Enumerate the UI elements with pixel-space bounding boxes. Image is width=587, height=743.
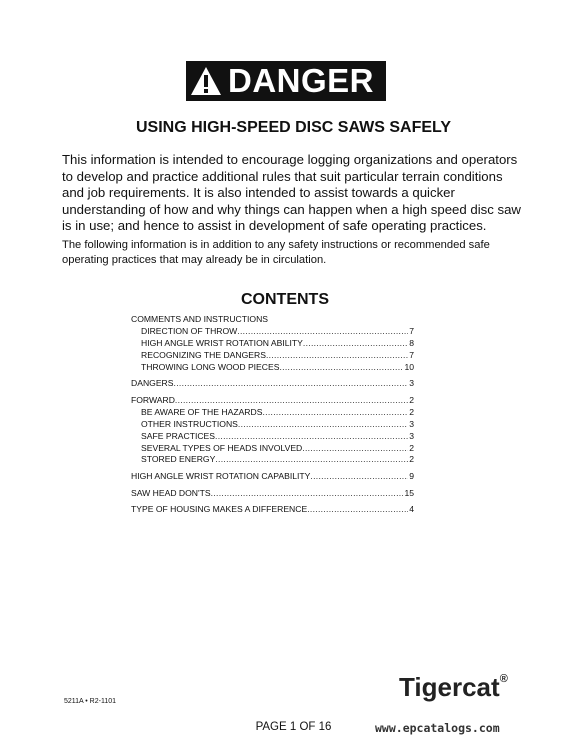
toc-entry-page: 8 — [409, 337, 414, 348]
page-number: PAGE 1 OF 16 — [255, 721, 332, 733]
toc-entry[interactable] — [131, 431, 414, 443]
brand-logo — [399, 672, 508, 703]
toc-entry[interactable] — [131, 471, 414, 483]
toc-entry[interactable] — [131, 488, 414, 500]
toc-entry-page: 3 — [409, 430, 414, 441]
toc-entry-page: 2 — [409, 454, 414, 465]
website-watermark: www.epcatalogs.com — [375, 721, 500, 735]
toc-entry-page: 3 — [409, 378, 414, 389]
danger-banner — [186, 61, 386, 101]
contents-title: CONTENTS — [241, 291, 329, 308]
toc-entry-label: THROWING LONG WOOD PIECES — [141, 361, 280, 372]
toc-leader-dots — [237, 326, 408, 336]
toc-entry-page: 2 — [409, 442, 414, 453]
toc-leader-dots — [307, 504, 408, 514]
toc-entry-label: TYPE OF HOUSING MAKES A DIFFERENCE — [131, 504, 308, 515]
toc-entry[interactable] — [131, 326, 414, 338]
toc-entry[interactable] — [131, 504, 414, 516]
intro-paragraph: This information is intended to encourage logging organizations and operators to develop and practice additional rules that suit particular terrain conditions and job requirements. It is also intended to assist towards a quicker understanding of how and why things can happen when a high speed disc saw is in use; and hence to assist in development of safe operating practices. — [62, 152, 521, 234]
toc-entry-page: 7 — [409, 325, 414, 336]
toc-entry[interactable] — [131, 419, 414, 431]
toc-entry-page: 7 — [409, 349, 414, 360]
toc-entry-label: FORWARD — [131, 394, 175, 405]
toc-entry[interactable] — [131, 338, 414, 350]
toc-entry[interactable] — [131, 395, 414, 407]
toc-entry-page: 3 — [409, 418, 414, 429]
toc-leader-dots — [279, 362, 403, 372]
toc-entry-label: BE AWARE OF THE HAZARDS — [141, 406, 263, 417]
toc-entry-label: DIRECTION OF THROW — [141, 325, 238, 336]
toc-entry-label: RECOGNIZING THE DANGERS — [141, 349, 266, 360]
toc-leader-dots — [266, 350, 408, 360]
toc-entry-page: 4 — [409, 504, 414, 515]
brand-name: Tigercat — [399, 672, 500, 702]
toc-entry-page: 9 — [409, 471, 414, 482]
toc-entry-label: DANGERS — [131, 378, 174, 389]
toc-entry-label: HIGH ANGLE WRIST ROTATION CAPABILITY — [131, 471, 311, 482]
toc-entry-label: HIGH ANGLE WRIST ROTATION ABILITY — [141, 337, 303, 348]
table-of-contents — [131, 314, 414, 516]
toc-leader-dots — [174, 378, 409, 388]
registered-mark: ® — [499, 673, 508, 686]
toc-leader-dots — [310, 471, 408, 481]
document-code: 5211A • R2-1101 — [64, 698, 117, 705]
toc-leader-dots — [238, 419, 408, 429]
warning-triangle-icon — [186, 61, 226, 101]
toc-entry[interactable] — [131, 378, 414, 390]
toc-leader-dots — [175, 395, 408, 405]
page-title: USING HIGH-SPEED DISC SAWS SAFELY — [135, 119, 451, 136]
toc-leader-dots — [303, 338, 408, 348]
toc-leader-dots — [215, 454, 408, 464]
toc-leader-dots — [262, 407, 408, 417]
toc-entry[interactable] — [131, 443, 414, 455]
danger-label: DANGER — [228, 62, 375, 99]
toc-entry-label: SEVERAL TYPES OF HEADS INVOLVED — [141, 442, 303, 453]
intro-note: The following information is in addition to any safety instructions or recommended safe operating practices that may already be in circulation. — [62, 239, 490, 266]
toc-entry-label: COMMENTS AND INSTRUCTIONS — [131, 314, 269, 324]
toc-leader-dots — [215, 431, 408, 441]
toc-entry-label: SAFE PRACTICES — [141, 430, 216, 441]
toc-entry[interactable] — [131, 362, 414, 374]
toc-leader-dots — [211, 488, 404, 498]
toc-entry-label: STORED ENERGY — [141, 454, 216, 465]
toc-entry-page: 2 — [409, 394, 414, 405]
toc-entry-page: 10 — [404, 361, 414, 372]
toc-entry[interactable] — [131, 314, 414, 326]
toc-entry-page: 15 — [404, 487, 414, 498]
toc-entry[interactable] — [131, 454, 414, 466]
toc-entry-label: SAW HEAD DON'TS — [131, 487, 211, 498]
toc-entry-page: 2 — [409, 406, 414, 417]
toc-leader-dots — [302, 443, 408, 453]
toc-entry[interactable] — [131, 407, 414, 419]
toc-entry-label: OTHER INSTRUCTIONS — [141, 418, 238, 429]
toc-entry[interactable] — [131, 350, 414, 362]
